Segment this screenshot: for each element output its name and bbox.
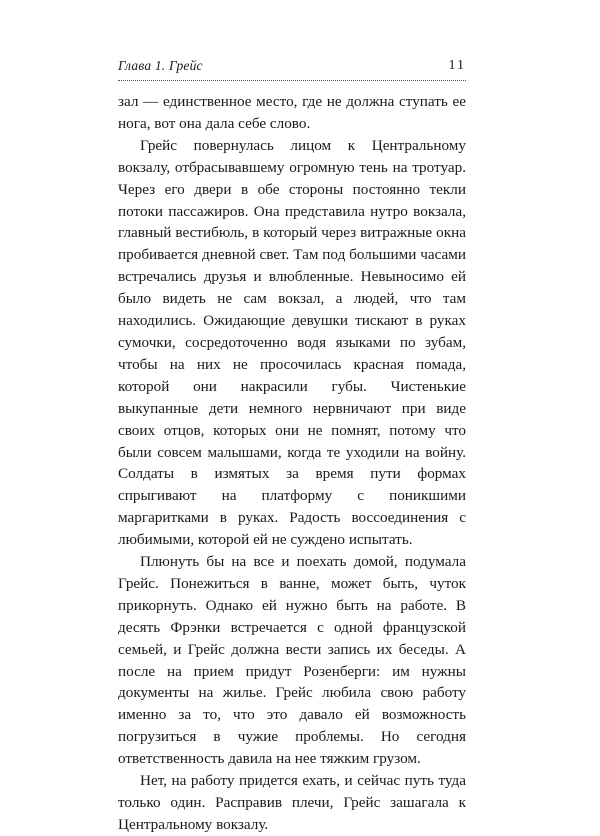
paragraph: Нет, на работу придется ехать, и сейчас путь туда только один. Расправив плечи, Грейс зашагала к Центральному вокзалу.: [118, 772, 466, 833]
paragraph: Плюнуть бы на все и поехать домой, подумала Грейс. Понежиться в ванне, может быть, чуток прикорнуть. Однако ей нужно быть на работе. В десять Фрэнки встречается с одной французской семьей, и Грейс должна вести запись их беседы. А после на прием придут Розенберги: им нужны документы на жилье. Грейс любила свою работу именно за то, что это давало ей возможность погрузиться в чужие проблемы. Но сегодня ответственность давила на нее тяжким грузом.: [118, 553, 466, 768]
paragraph: Грейс повернулась лицом к Центральному вокзалу, отбрасывавшему огромную тень на тротуар. Через его двери в обе стороны постоянно текли потоки пассажиров. Она представила нутро вокзала, главный вестибюль, в который через витражные окна пробивается дневной свет. Там под большими часами встречались друзья и влюбленные. Невыносимо ей было видеть не сам вокзал, а людей, что там находились. Ожидающие девушки тискают в руках сумочки, сосредоточенно водя языками по зубам, чтобы на них не просочилась красная помада, которой они накрасили губы. Чистенькие выкупанные дети немного нервничают при виде своих отцов, которых они не помнят, потому что были совсем малышами, когда те уходили на войну. Солдаты в измятых за время пути формах спрыгивают на платформу с поникшими маргаритками в руках. Радость воссоединения с любимыми, которой ей не суждено испытать.: [118, 136, 466, 549]
page-number: 11: [448, 58, 466, 73]
body-text: [118, 91, 466, 836]
paragraph: зал — единственное место, где не должна ступать ее нога, вот она дала себе слово.: [118, 93, 466, 132]
running-header: [118, 58, 466, 76]
chapter-title: Глава 1. Грейс: [118, 58, 203, 73]
header-divider: [118, 80, 466, 81]
